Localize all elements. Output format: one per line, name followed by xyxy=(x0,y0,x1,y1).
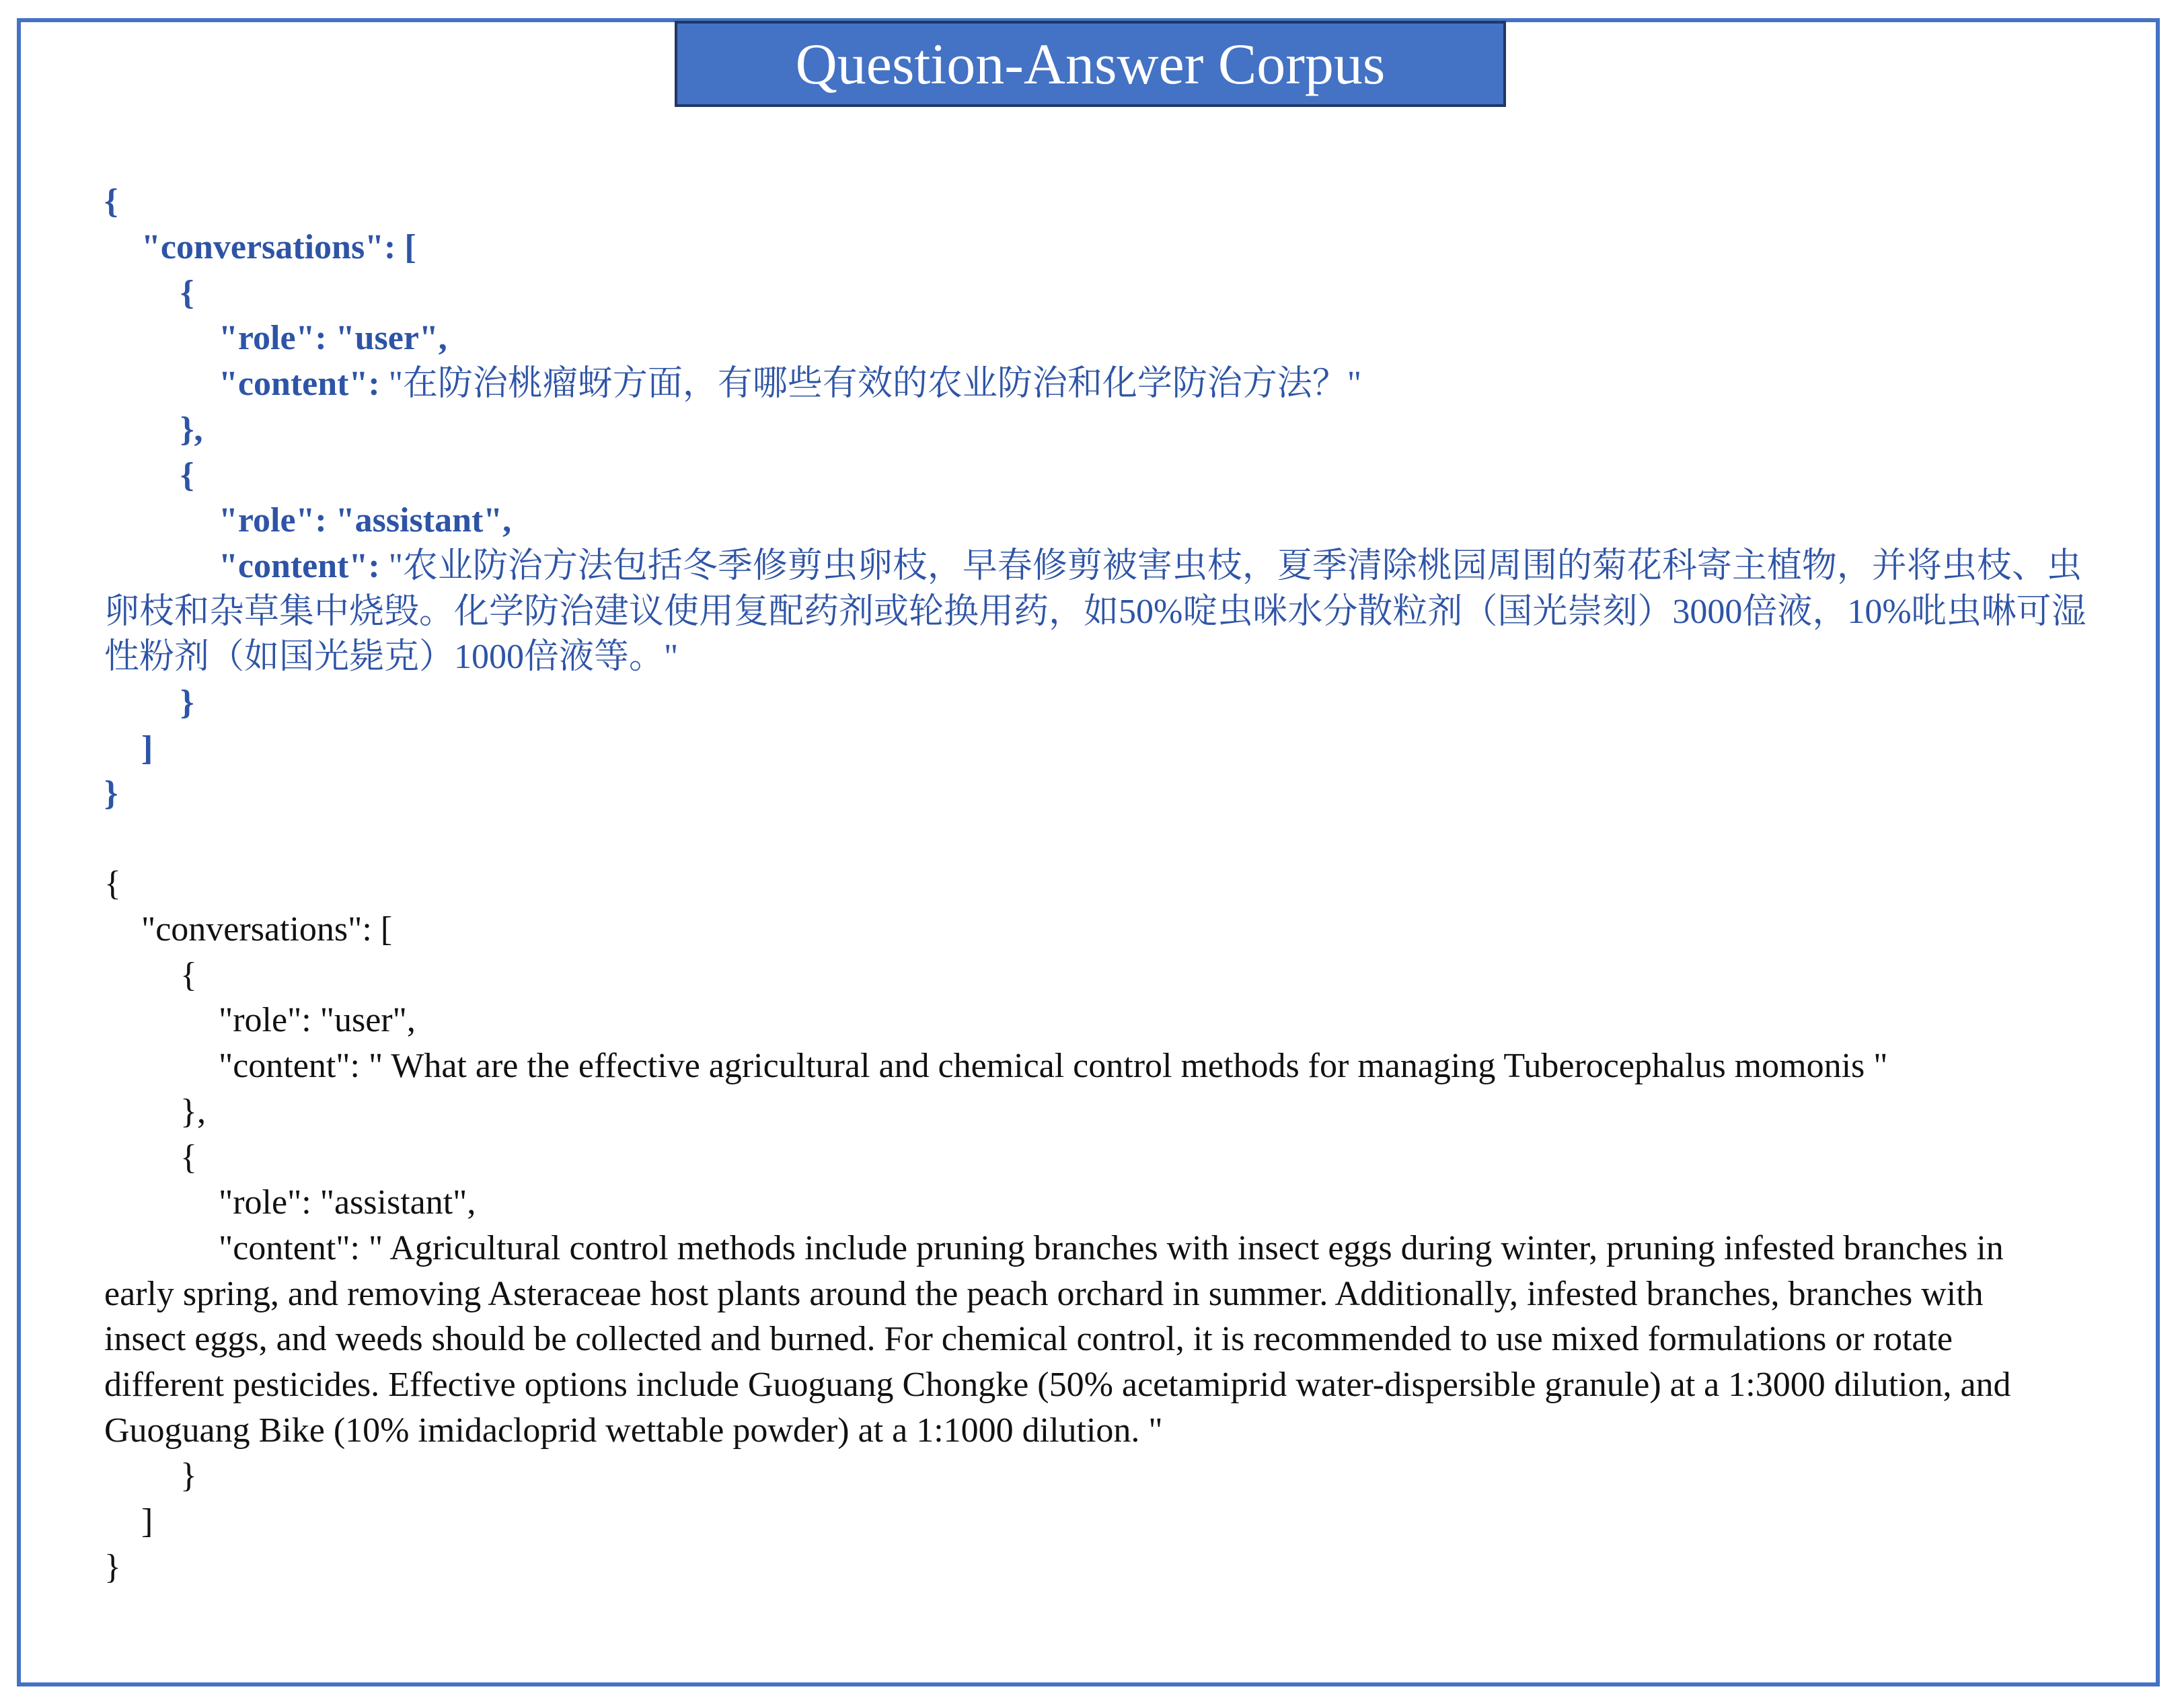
conversations-key: "conversations": [ xyxy=(141,228,416,266)
turn-close: }, xyxy=(180,410,203,449)
close-brace: } xyxy=(104,774,118,813)
close-brace: } xyxy=(104,1548,121,1586)
turn-close: } xyxy=(180,1456,197,1495)
turn-close: }, xyxy=(180,1092,206,1131)
content-paragraph xyxy=(104,1226,2055,1454)
close-bracket: ] xyxy=(141,1502,153,1540)
role-line: "role": "assistant", xyxy=(219,1183,476,1222)
content-key: "content": xyxy=(219,1229,369,1267)
turn-close: } xyxy=(180,683,194,722)
content-value: " What are the effective agricultural and chemical control methods for managing Tuberocephalus momonis " xyxy=(368,1047,1888,1085)
figure-title: Question-Answer Corpus xyxy=(675,21,1506,107)
content-key: "content": xyxy=(219,365,389,403)
content-value: "农业防治方法包括冬季修剪虫卵枝，早春修剪被害虫枝，夏季清除桃园周围的菊花科寄主植物，并将虫枝、虫卵枝和杂草集中烧毁。化学防治建议使用复配药剂或轮换用药，如50%啶虫咪水分散粒剂（国光崇刻）3000倍液，10%吡虫啉可湿性粉剂（如国光毙克）1000倍液等。" xyxy=(104,547,2086,677)
content-key: "content": xyxy=(219,547,389,585)
content-value: "在防治桃瘤蚜方面，有哪些有效的农业防治和化学防治方法？" xyxy=(388,365,1362,403)
role-line: "role": "assistant", xyxy=(219,501,512,540)
content-line xyxy=(219,361,1361,407)
open-brace: { xyxy=(104,864,121,903)
role-line: "role": "user", xyxy=(219,1001,416,1039)
open-brace: { xyxy=(104,182,118,221)
role-line: "role": "user", xyxy=(219,319,447,357)
conversations-key: "conversations": [ xyxy=(141,910,393,949)
content-paragraph xyxy=(104,544,2115,680)
content-key: "content": xyxy=(219,1047,369,1085)
turn-open: { xyxy=(180,274,194,312)
turn-open: { xyxy=(180,456,194,494)
turn-open: { xyxy=(180,956,197,994)
turn-open: { xyxy=(180,1138,197,1177)
content-value: " Agricultural control methods include pruning branches with insect eggs during winter, pruning infested branches in early spring, and removing Asteraceae host plants around the peach orchard in summer. Additionally, infested branches, branches with insect eggs, and weeds should be collected and burned. For chemical control, it is recommended to use mixed formulations or rotate different pesticides. Effective options include Guoguang Chongke (50% acetamiprid water-dispersible granule) at a 1:3000 dilution, and Guoguang Bike (10% imidacloprid wettable powder) at a 1:1000 dilution. " xyxy=(104,1229,2011,1450)
close-bracket: ] xyxy=(141,729,153,768)
content-line xyxy=(219,1043,1888,1089)
